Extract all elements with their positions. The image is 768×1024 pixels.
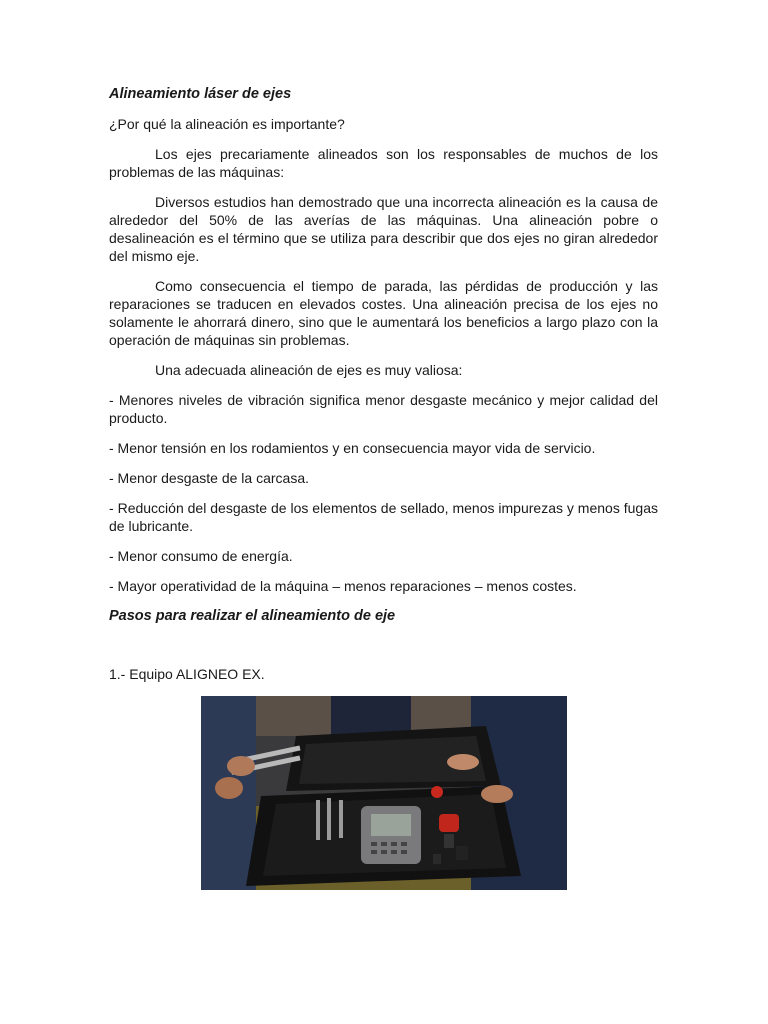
document-body — [109, 85, 658, 625]
paragraph-1: Los ejes precariamente alineados son los responsables de muchos de los problemas de las máquinas: — [109, 146, 658, 180]
paragraph-2: Diversos estudios han demostrado que una incorrecta alineación es la causa de alrededor del 50% de las averías de las máquinas. Una alineación pobre o desalineación es el término que se utiliza para describir que dos ejes no giran alrededor del mismo eje. — [109, 194, 658, 264]
benefit-item: - Reducción del desgaste de los elementos de sellado, menos impurezas y menos fugas de lubricante. — [109, 500, 658, 534]
benefit-item: - Mayor operatividad de la máquina – menos reparaciones – menos costes. — [109, 578, 577, 594]
question-line: ¿Por qué la alineación es importante? — [109, 116, 345, 132]
section-heading: Pasos para realizar el alineamiento de eje — [109, 608, 396, 624]
step-1-label: 1.- Equipo ALIGNEO EX. — [109, 666, 265, 682]
paragraph-3: Como consecuencia el tiempo de parada, las pérdidas de producción y las reparaciones se traducen en elevados costes. Una alineación precisa de los ejes no solamente le ahorrará dinero, sino que le aumentará los beneficios a largo plazo con la operación de máquinas sin problemas. — [109, 278, 658, 348]
benefit-item: - Menores niveles de vibración significa menor desgaste mecánico y mejor calidad del producto. — [109, 392, 658, 426]
main-heading: Alineamiento láser de ejes — [109, 86, 292, 102]
benefit-item: - Menor desgaste de la carcasa. — [109, 470, 309, 486]
benefit-item: - Menor tensión en los rodamientos y en consecuencia mayor vida de servicio. — [109, 440, 596, 456]
paragraph-4: Una adecuada alineación de ejes es muy valiosa: — [155, 362, 463, 378]
equipment-photo — [201, 696, 567, 890]
benefit-item: - Menor consumo de energía. — [109, 548, 293, 564]
